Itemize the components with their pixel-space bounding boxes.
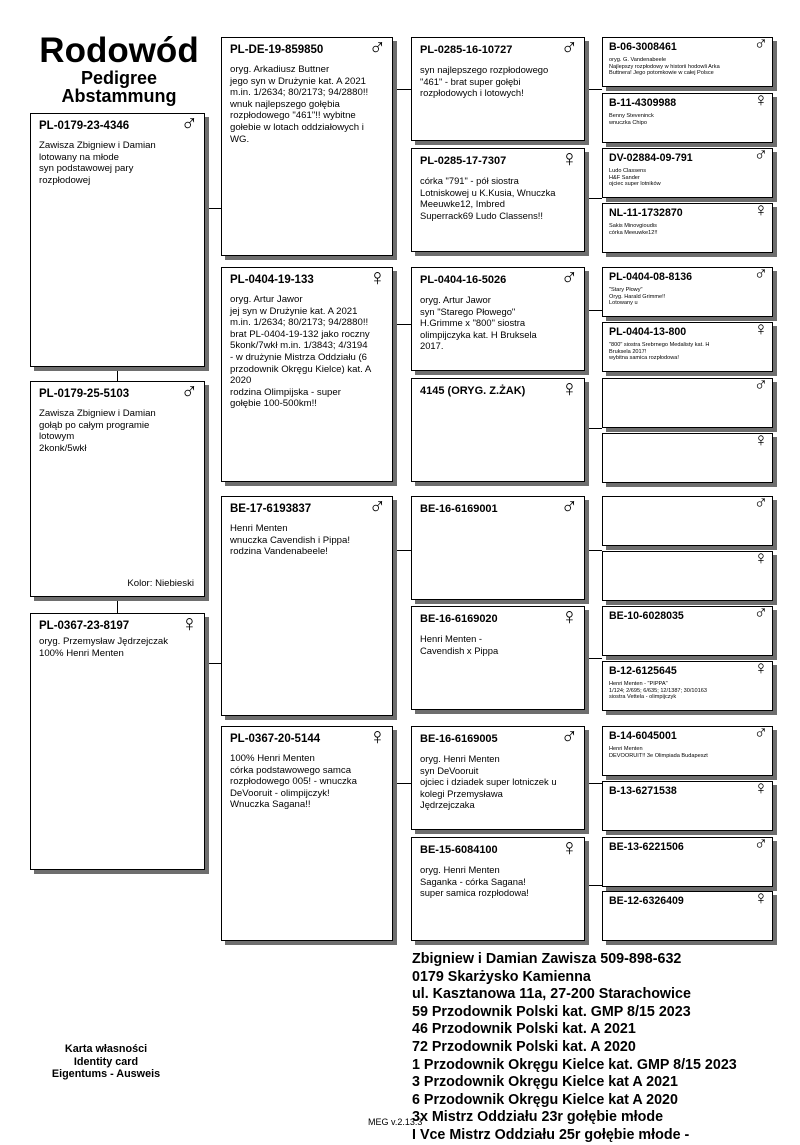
bird-ring-number: B-13-6271538 bbox=[609, 785, 677, 797]
bird-ring-number: NL-11-1732870 bbox=[609, 207, 683, 219]
great-grandparent-card-11 bbox=[602, 603, 773, 656]
bird-description: Henri Menten - "PIPPA" 1/124; 2/695; 6/635; 12/1387; 30/10163 siostra Vettela - olimpijczyk bbox=[609, 681, 707, 701]
owner-card-de: Eigentums - Ausweis bbox=[51, 1068, 161, 1081]
bird-ring-number: BE-16-6169005 bbox=[420, 733, 498, 745]
bird-ring-number: BE-17-6193837 bbox=[230, 503, 312, 515]
bird-ring-number: BE-12-6326409 bbox=[609, 895, 684, 907]
bird-description: "800" siostra Srebrnego Medalisty kat. H Bruksela 2017! wybitna samica rozpłodowa! bbox=[609, 342, 710, 362]
software-version: MEG v.2.13.3 bbox=[368, 1117, 423, 1127]
grandsire-ff-card bbox=[411, 34, 585, 141]
granddam-fm-card bbox=[411, 145, 585, 252]
bird-description: oryg. Arkadiusz Buttner jego syn w Drużynie kat. A 2021 m.in. 1/2634; 80/2173; 94/2880!! wnuk najlepszego gołębia rozpłodowego "461"!! wybitne gołebie w lotach oddziałowych i WG. bbox=[230, 64, 369, 145]
connector-line bbox=[584, 783, 602, 784]
female-icon: ♀ bbox=[753, 200, 768, 221]
breeder-address: ul. Kasztanowa 11a, 27-200 Starachowice bbox=[412, 986, 691, 1003]
bird-ring-number: BE-16-6169001 bbox=[420, 503, 498, 515]
bird-ring-number: B-11-4309988 bbox=[609, 97, 677, 109]
male-icon: ♂ bbox=[180, 110, 198, 136]
bird-description: Zawisza Zbigniew i Damian gołąb po całym programie lotowym 2konk/5wkł bbox=[39, 408, 156, 454]
male-icon: ♂ bbox=[560, 493, 578, 519]
bird-ring-number: PL-0367-23-8197 bbox=[39, 620, 130, 632]
bird-ring-number: PL-0285-17-7307 bbox=[420, 155, 507, 167]
female-icon: ♀ bbox=[560, 375, 578, 401]
great-grandparent-card-1 bbox=[602, 34, 773, 87]
dam-card bbox=[221, 264, 393, 482]
bird-description: Zawisza Zbigniew i Damian lotowany na młode syn podstawowej pary rozpłodowej bbox=[39, 140, 156, 186]
bird-ring-number: PL-0404-16-5026 bbox=[420, 274, 507, 286]
great-grandparent-card-8 bbox=[602, 430, 773, 483]
female-icon: ♀ bbox=[753, 778, 768, 799]
bird-ring-number: PL-0179-25-5103 bbox=[39, 388, 130, 400]
breeder-info bbox=[412, 951, 737, 1145]
pedigree-subtitle-en: Pedigree bbox=[80, 68, 158, 88]
breeder-achievement: 6 Przodownik Okręgu Kielce kat A 2020 bbox=[412, 1091, 678, 1108]
male-icon: ♂ bbox=[368, 493, 386, 519]
breeder-achievement: 59 Przodownik Polski kat. GMP 8/15 2023 bbox=[412, 1003, 691, 1020]
bird-description: "Stary Płowy" Oryg. Harald Grimme!! Lotowany u bbox=[609, 287, 666, 307]
female-icon: ♀ bbox=[560, 145, 578, 171]
dam-2-card bbox=[221, 723, 393, 941]
great-grandparent-card-2 bbox=[602, 90, 773, 143]
great-grandparent-card-16 bbox=[602, 888, 773, 941]
bird-ring-number: BE-13-6221506 bbox=[609, 841, 684, 853]
female-icon: ♀ bbox=[560, 603, 578, 629]
great-grandparent-card-15 bbox=[602, 834, 773, 887]
connector-line bbox=[117, 596, 118, 614]
bird-description: Henri Menten wnuczka Cavendish i Pippa! rodzina Vandenabeele! bbox=[230, 523, 350, 558]
connector-line bbox=[392, 89, 411, 90]
bird-description: Sakis Minovgioudis córka Meeuwke12!! bbox=[609, 223, 658, 236]
connector-line bbox=[584, 550, 602, 551]
male-icon: ♂ bbox=[560, 34, 578, 60]
bird-ring-number: B-14-6045001 bbox=[609, 730, 677, 742]
grandsire-m2f-card bbox=[411, 723, 585, 830]
great-grandparent-card-7 bbox=[602, 375, 773, 428]
owner-card-label bbox=[36, 1043, 176, 1081]
bird-description: oryg. Przemysław Jędrzejczak 100% Henri Menten bbox=[39, 636, 169, 659]
breeder-achievement: 72 Przodownik Polski kat. A 2020 bbox=[412, 1038, 636, 1055]
great-grandparent-card-13 bbox=[602, 723, 773, 776]
bird-ring-number: PL-0285-16-10727 bbox=[420, 44, 513, 56]
great-grandparent-card-5 bbox=[602, 264, 773, 317]
female-icon: ♀ bbox=[753, 658, 768, 679]
connector-line bbox=[584, 89, 602, 90]
great-grandparent-card-3 bbox=[602, 145, 773, 198]
grandsire-mf-card bbox=[411, 264, 585, 371]
male-icon: ♂ bbox=[753, 145, 768, 166]
bird-description: oryg. Henri Menten syn DeVooruit ojciec i dziadek super lotniczek u kolegi Przemysława Jędrzejczaka bbox=[420, 753, 557, 811]
pedigree-subtitle-de: Abstammung bbox=[61, 86, 177, 106]
female-icon: ♀ bbox=[368, 723, 386, 749]
breeder-achievement: 3 Przodownik Okręgu Kielce kat A 2021 bbox=[412, 1074, 678, 1091]
connector-line bbox=[584, 885, 602, 886]
great-grandparent-card-9 bbox=[602, 493, 773, 546]
male-icon: ♂ bbox=[753, 723, 768, 744]
male-icon: ♂ bbox=[753, 603, 768, 624]
male-icon: ♂ bbox=[753, 834, 768, 855]
grandsire-f2f-card bbox=[411, 493, 585, 600]
bird-ring-number: PL-0367-20-5144 bbox=[230, 733, 321, 745]
male-icon: ♂ bbox=[180, 378, 198, 404]
female-icon: ♀ bbox=[368, 264, 386, 290]
bird-description: córka "791" - pół siostra Lotniskowej u K.Kusia, Wnuczka Meeuwke12, Imbred Superrack69 Ludo Classens!! bbox=[420, 175, 556, 221]
bird-ring-number: PL-DE-19-859850 bbox=[230, 44, 324, 56]
male-icon: ♂ bbox=[560, 723, 578, 749]
owner-card-pl: Karta własności bbox=[64, 1043, 148, 1055]
bird-ring-number: BE-15-6084100 bbox=[420, 844, 498, 856]
great-grandparent-card-10 bbox=[602, 548, 773, 601]
male-icon: ♂ bbox=[368, 34, 386, 60]
female-icon: ♀ bbox=[753, 548, 768, 569]
bird-description: oryg. Henri Menten Saganka - córka Sagana! super samica rozpłodowa! bbox=[420, 864, 529, 899]
bird-ring-number: BE-16-6169020 bbox=[420, 613, 498, 625]
bird-ring-number: BE-10-6028035 bbox=[609, 610, 684, 622]
female-icon: ♀ bbox=[180, 610, 198, 636]
bird-ring-number: PL-0404-19-133 bbox=[230, 274, 314, 286]
bird-description: Henri Menten - Cavendish x Pippa bbox=[420, 633, 499, 656]
bird-ring-number: 4145 (ORYG. Z.ŻAK) bbox=[420, 385, 526, 397]
female-icon: ♀ bbox=[753, 319, 768, 340]
sire-card bbox=[221, 34, 393, 256]
connector-line bbox=[584, 428, 602, 429]
male-icon: ♂ bbox=[753, 34, 768, 55]
connector-line bbox=[117, 366, 118, 382]
owner-card-en: Identity card bbox=[73, 1055, 139, 1068]
male-icon: ♂ bbox=[560, 264, 578, 290]
subject-bird-card bbox=[30, 110, 205, 367]
great-grandparent-card-4 bbox=[602, 200, 773, 253]
granddam-f2m-card bbox=[411, 603, 585, 710]
bird-description: 100% Henri Menten córka podstawowego samca rozpłodowego 005! - wnuczka DeVooruit - olimpijczyk! Wnuczka Sagana!! bbox=[230, 753, 357, 811]
female-icon: ♀ bbox=[753, 888, 768, 909]
bird-ring-number: B-06-3008461 bbox=[609, 41, 677, 53]
second-sibling-bird-card bbox=[30, 610, 205, 870]
bird-ring-number: DV-02884-09-791 bbox=[609, 152, 693, 164]
male-icon: ♂ bbox=[753, 493, 768, 514]
connector-line bbox=[392, 324, 411, 325]
female-icon: ♀ bbox=[560, 834, 578, 860]
breeder-achievement: I Vce Mistrz Oddziału 25r gołębie młode - bbox=[412, 1126, 690, 1143]
bird-ring-number: PL-0404-08-8136 bbox=[609, 271, 693, 283]
female-icon: ♀ bbox=[753, 90, 768, 111]
female-icon: ♀ bbox=[753, 430, 768, 451]
connector-line bbox=[584, 310, 602, 311]
breeder-achievement: 46 Przodownik Polski kat. A 2021 bbox=[412, 1021, 636, 1038]
bird-description: oryg. G. Vandenabeele Najlepszy rozpłodowy w historii hodowli Arka Buttnera! Jego potomkowie w całej Polsce bbox=[609, 57, 720, 77]
great-grandparent-card-14 bbox=[602, 778, 773, 831]
bird-ring-number: PL-0179-23-4346 bbox=[39, 120, 130, 132]
great-grandparent-card-12 bbox=[602, 658, 773, 711]
bird-description: Benny Steveninck wnuczka Chipo bbox=[609, 113, 654, 126]
bird-ring-number: B-12-6125645 bbox=[609, 665, 677, 677]
breeder-achievement: 1 Przodownik Okręgu Kielce kat. GMP 8/15 2023 bbox=[412, 1056, 737, 1073]
granddam-m2m-card bbox=[411, 834, 585, 941]
sire-2-card bbox=[221, 493, 393, 716]
bird-description: oryg. Artur Jawor syn "Starego Płowego" H.Grimme x "800" siostra olimpijczyka kat. H Bruksela 2017. bbox=[420, 294, 537, 352]
connector-line bbox=[204, 663, 221, 664]
bird-description: oryg. Artur Jawor jej syn w Drużynie kat. A 2021 m.in. 1/2634; 80/2173; 94/2880!! brat PL-0404-19-132 jako roczny 5konk/7wkł m.in. 1/3843; 4/3194 - w drużynie Mistrza Oddziału (6 przodownik Okręgu Kielce) kat. A 2020 rodzina Olimpijska - super gołębie 100-500km!! bbox=[230, 294, 372, 410]
bird-description: Ludo Classens H&F Sander ojciec super lotników bbox=[609, 168, 661, 188]
male-icon: ♂ bbox=[753, 375, 768, 396]
breeder-achievement: 3x Mistrz Oddziału 23r gołębie młode bbox=[412, 1109, 664, 1126]
bird-description: Henri Menten DEVOORUIT!! 3e Olimpiada Budapeszt bbox=[609, 746, 708, 759]
connector-line bbox=[584, 658, 602, 659]
connector-line bbox=[392, 783, 411, 784]
sibling-bird-card bbox=[30, 378, 205, 597]
bird-description: syn najlepszego rozpłodowego "461" - brat super gołębi rozpłodowych i lotowych! bbox=[420, 64, 549, 99]
connector-line bbox=[584, 198, 602, 199]
bird-color: Kolor: Niebieski bbox=[127, 578, 194, 589]
connector-line bbox=[392, 550, 411, 551]
breeder-section: 0179 Skarżysko Kamienna bbox=[412, 968, 591, 985]
great-grandparent-card-6 bbox=[602, 319, 773, 372]
breeder-name-phone: Zbigniew i Damian Zawisza 509-898-632 bbox=[412, 951, 682, 967]
male-icon: ♂ bbox=[753, 264, 768, 285]
granddam-mm-card bbox=[411, 375, 585, 482]
connector-line bbox=[204, 208, 221, 209]
pedigree-title: Rodowód bbox=[39, 31, 199, 70]
bird-ring-number: PL-0404-13-800 bbox=[609, 326, 687, 338]
